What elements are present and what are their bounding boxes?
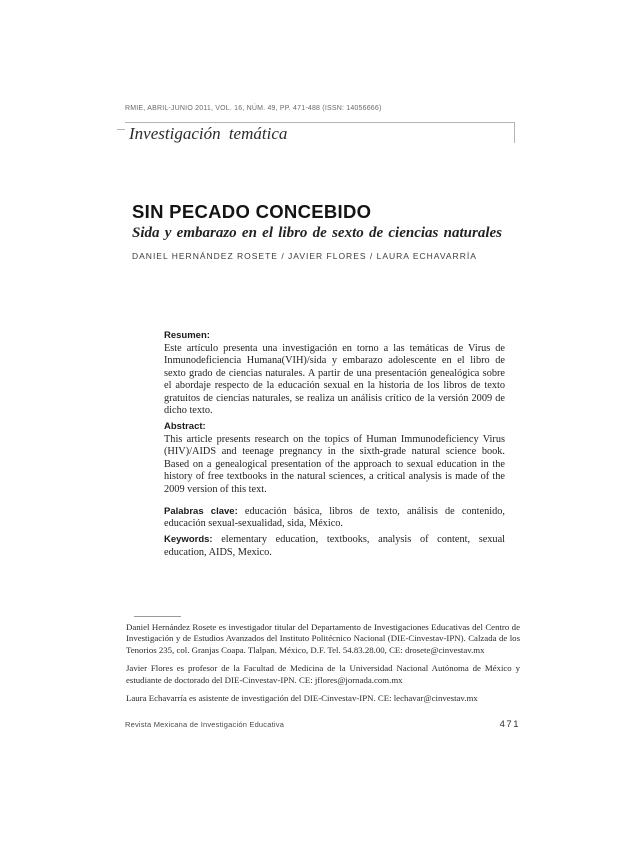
keywords-block [164, 506, 505, 563]
footnotes [126, 622, 520, 711]
resumen-block [164, 330, 505, 417]
abstract-label: Abstract: [164, 421, 206, 432]
footer-journal-name: Revista Mexicana de Investigación Educativa [125, 720, 285, 729]
keywords-es-label: Palabras clave: [164, 506, 238, 517]
keywords-en-label: Keywords: [164, 534, 213, 546]
keywords-en [164, 534, 505, 558]
article-subtitle: Sida y embarazo en el libro de sexto de ciencias naturales [132, 225, 502, 241]
article-title: SIN PECADO CONCEBIDO [132, 201, 372, 222]
keywords-es-text: educación básica, libros de texto, análisis de contenido, educación sexual-sexualidad, sida, México. [164, 506, 505, 530]
resumen-label: Resumen: [164, 330, 210, 341]
page-footer [125, 719, 520, 730]
article-authors: DANIEL HERNÁNDEZ ROSETE / JAVIER FLORES / LAURA ECHAVARRÍA [132, 251, 477, 261]
abstract-text: This article presents research on the topics of Human Immunodeficiency Virus (HIV)/AIDS and teenage pregnancy in the sixth-grade natural science book. Based on a genealogical presentation of the approach to sexual education in the history of free textbooks in the natural sciences, a critical analysis is made of the 2009 version of this text. [164, 434, 505, 495]
keywords-es [164, 506, 505, 530]
footer-page-number: 471 [499, 719, 520, 730]
header-rule-right-tick [514, 122, 515, 143]
header-rule [125, 122, 515, 123]
header-rule-left-dash [117, 129, 125, 130]
footnote-rule [134, 616, 181, 617]
abstract-block [164, 421, 505, 496]
keywords-en-text: elementary education, textbooks, analysis of content, sexual education, AIDS, Mexico. [164, 534, 505, 558]
section-label: Investigación temática [129, 124, 288, 143]
footnote-author-3: Laura Echavarría es asistente de investigación del DIE-Cinvestav-IPN. CE: lechavar@cinvestav.mx [126, 693, 478, 704]
journal-citation-line: RMIE, ABRIL-JUNIO 2011, VOL. 16, NÚM. 49, PP. 471-488 (ISSN: 14056666) [125, 105, 382, 112]
footnote-author-1: Daniel Hernández Rosete es investigador titular del Departamento de Investigaciones Educativas del Centro de Investigación y de Estudios Avanzados del Instituto Politécnico Nacional (DIE-Cinvestav-IPN). Calzada de los Tenorios 235, col. Granjas Coapa. Tlalpan. México, D.F. Tel. 54.83.28.00, CE: drosete@cinvestav.mx [126, 622, 520, 655]
footnote-author-2: Javier Flores es profesor de la Facultad de Medicina de la Universidad Nacional Autónoma de México y estudiante de doctorado del DIE-Cinvestav-IPN. CE: jflores@jornada.com.mx [126, 663, 520, 685]
resumen-text: Este artículo presenta una investigación en torno a las temáticas de Virus de Inmunodeficiencia Humana(VIH)/sida y embarazo adolescente en el libro de sexto grado de ciencias naturales. A partir de una presentación genealógica sobre el abordaje respecto de la educación sexual en la historia de los libros de texto gratuitos de ciencias naturales, se realiza un análisis crítico de la versión 2009 de dicho texto. [164, 343, 505, 417]
